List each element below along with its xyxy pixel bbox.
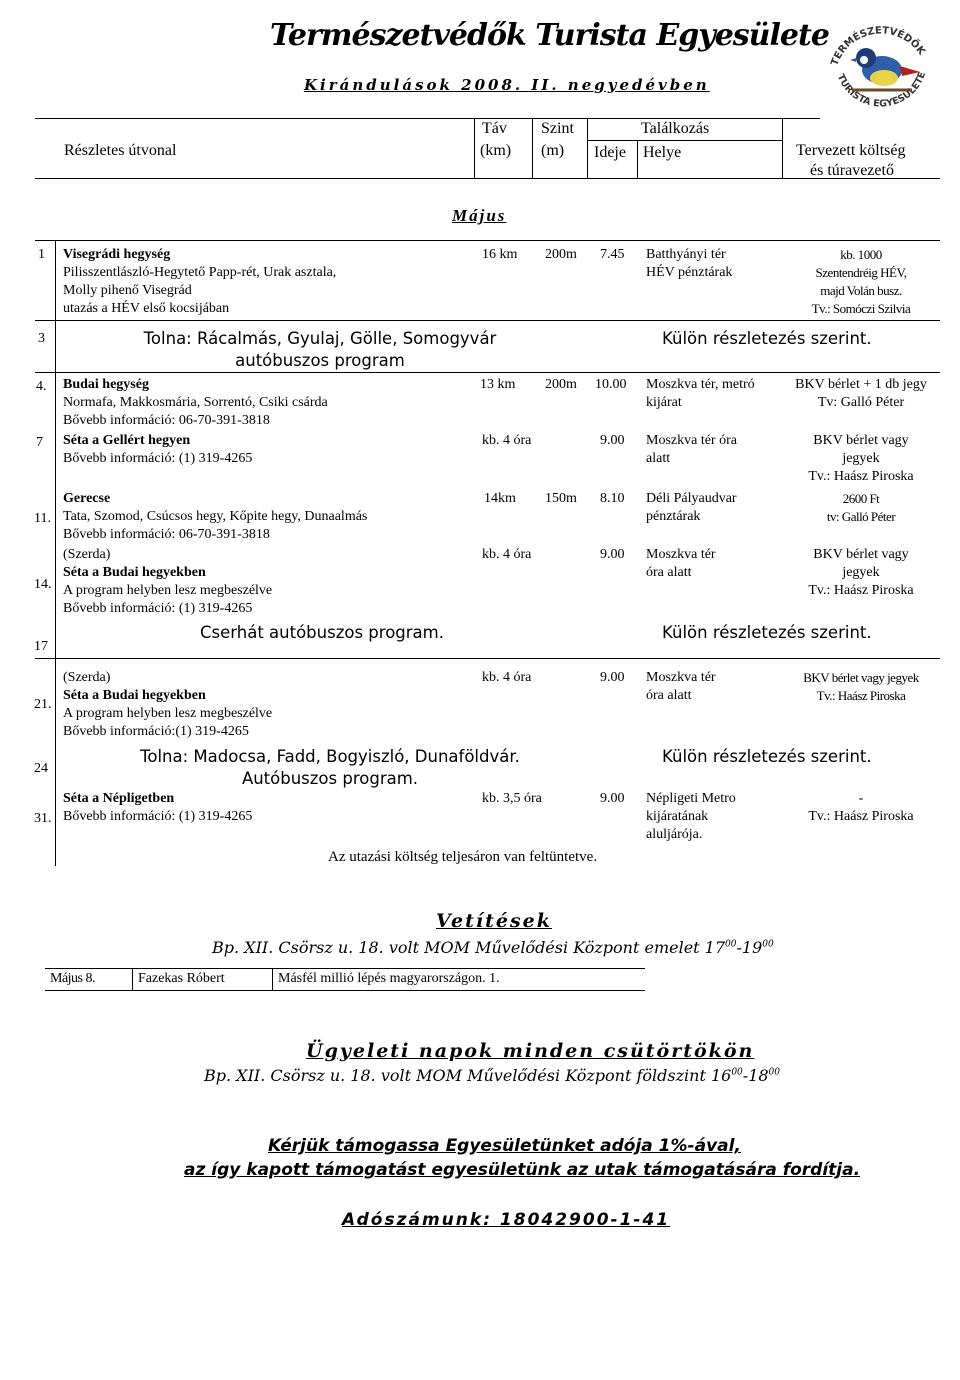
screenings-title: Vetítések: [436, 910, 552, 932]
trip-distance: kb. 3,5 óra: [482, 791, 542, 806]
trip-route: Gerecse Tata, Szomod, Csúcsos hegy, Kőpite hegy, Dunaalmás Bővebb információ: 06-70-391-3818: [63, 491, 368, 542]
trip-time: 9.00: [600, 791, 625, 806]
trip-place: Moszkva tér óra alatt: [646, 547, 716, 580]
trip-distance: 14km: [484, 491, 516, 506]
column-cost-line2: és túravezető: [810, 162, 894, 179]
office-hours-location: Bp. XII. Csörsz u. 18. volt MOM Művelődési Központ földszint $16^{00}-18^{00}$: [204, 1066, 780, 1085]
trip-place: Moszkva tér óra alatt: [646, 670, 716, 703]
bird-logo-icon: [822, 8, 940, 126]
trip-route: Séta a Gellért hegyen Bővebb információ: (1) 319-4265: [63, 433, 253, 466]
cost-footnote: Az utazási költség teljesáron van feltüntetve.: [328, 849, 598, 865]
trip-day: 4.: [36, 379, 47, 394]
trip-time: 9.00: [600, 670, 625, 685]
trip-cost: 2600 Ft tv: Galló Péter: [826, 491, 896, 524]
screening-title: Másfél millió lépés magyarországon. 1.: [278, 971, 500, 986]
trip-place: Déli Pályaudvar pénztárak: [646, 491, 737, 524]
trip-route: Tolna: Rácalmás, Gyulaj, Gölle, Somogyvár autóbuszos program: [143, 329, 497, 370]
trip-route: Tolna: Madocsa, Fadd, Bogyiszló, Dunaföldvár. Autóbuszos program.: [140, 747, 520, 788]
page-subtitle: Kirándulások 2008. II. negyedévben: [304, 76, 710, 94]
trip-cost: kb. 1000 Szentendréig HÉV, majd Volán busz. Tv.: Somóczi Szilvia: [811, 247, 911, 316]
trip-note: Külön részletezés szerint.: [662, 747, 872, 766]
trip-day: 1: [38, 247, 45, 262]
trip-distance: kb. 4 óra: [482, 547, 532, 562]
trip-day: 17: [34, 639, 48, 654]
trip-time: 8.10: [600, 491, 625, 506]
trip-day: 24: [34, 761, 48, 776]
trip-day: 14.: [34, 577, 52, 592]
screenings-location: Bp. XII. Csörsz u. 18. volt MOM Művelődési Központ emelet $17^{00}-19^{00}$: [212, 938, 774, 957]
trip-distance: kb. 4 óra: [482, 433, 532, 448]
trip-route: Séta a Népligetben Bővebb információ: (1) 319-4265: [63, 791, 253, 824]
donation-appeal-line1: Kérjük támogassa Egyesületünket adója 1%-ával,: [268, 1136, 741, 1156]
svg-text:TERMÉSZETVÉDŐK: TERMÉSZETVÉDŐK: [829, 25, 927, 68]
trip-route: (Szerda) Séta a Budai hegyekben A program helyben lesz megbeszélve Bővebb információ: (1) 319-4265: [63, 547, 273, 616]
trip-elevation: 200m: [545, 377, 577, 392]
tax-number: Adószámunk: 18042900-1-41: [342, 1210, 671, 1230]
trip-distance: 13 km: [480, 377, 516, 392]
column-route: Részletes útvonal: [64, 142, 177, 159]
trip-cost: - Tv.: Haász Piroska: [808, 791, 914, 824]
trip-place: Moszkva tér, metró kijárat: [646, 377, 755, 410]
trip-elevation: 150m: [545, 491, 577, 506]
trip-place: Moszkva tér óra alatt: [646, 433, 737, 466]
trip-cost: BKV bérlet vagy jegyek Tv.: Haász Piroska: [803, 670, 919, 703]
trip-time: 9.00: [600, 433, 625, 448]
trip-cost: BKV bérlet vagy jegyek Tv.: Haász Piroska: [808, 433, 914, 484]
organization-title: Természetvédők Turista Egyesülete: [270, 18, 829, 53]
trip-place: Népligeti Metro kijáratának aluljárója.: [646, 791, 736, 842]
trip-distance: kb. 4 óra: [482, 670, 532, 685]
column-place: Helye: [643, 144, 682, 161]
trip-time: 10.00: [595, 377, 627, 392]
trip-day: 11.: [34, 511, 51, 526]
column-distance-unit: (km): [480, 142, 512, 159]
trip-time: 7.45: [600, 247, 625, 262]
trip-route: Visegrádi hegység Pilisszentlászló-Hegytető Papp-rét, Urak asztala, Molly pihenő Visegrád utazás a HÉV első kocsijában: [63, 247, 337, 316]
trip-time: 9.00: [600, 547, 625, 562]
trip-elevation: 200m: [545, 247, 577, 262]
trip-day: 31.: [34, 811, 52, 826]
column-cost: Tervezett költség: [796, 142, 906, 159]
trip-day: 7: [36, 435, 43, 450]
trip-distance: 16 km: [482, 247, 518, 262]
office-hours-title: Ügyeleti napok minden csütörtökön: [306, 1040, 755, 1062]
trip-day: 3: [38, 331, 45, 346]
trip-note: Külön részletezés szerint.: [662, 623, 872, 642]
trip-route: (Szerda) Séta a Budai hegyekben A program helyben lesz megbeszélve Bővebb információ:(1) 319-4265: [63, 670, 273, 739]
trip-place: Batthyányi tér HÉV pénztárak: [646, 247, 733, 280]
trip-day: 21.: [34, 697, 52, 712]
column-elevation: Szint: [541, 120, 574, 137]
screening-date: Május 8.: [50, 971, 95, 986]
trip-route: Budai hegység Normafa, Makkosmária, Sorrentó, Csiki csárda Bővebb információ: 06-70-391-3818: [63, 377, 328, 428]
donation-appeal-line2: az így kapott támogatást egyesületünk az utak támogatására fordítja.: [184, 1160, 861, 1180]
trip-route: Cserhát autóbuszos program.: [200, 623, 444, 642]
month-heading: Május: [452, 206, 507, 225]
screening-presenter: Fazekas Róbert: [138, 971, 225, 986]
trip-cost: BKV bérlet + 1 db jegy Tv: Galló Péter: [795, 377, 927, 410]
trip-cost: BKV bérlet vagy jegyek Tv.: Haász Piroska: [808, 547, 914, 598]
column-elevation-unit: (m): [541, 142, 565, 159]
column-distance: Táv: [482, 120, 507, 137]
trip-note: Külön részletezés szerint.: [662, 329, 872, 348]
column-time: Ideje: [594, 144, 626, 161]
svg-text:TURISTA EGYESÜLETE: TURISTA EGYESÜLETE: [834, 70, 929, 110]
column-meeting: Találkozás: [641, 120, 710, 137]
